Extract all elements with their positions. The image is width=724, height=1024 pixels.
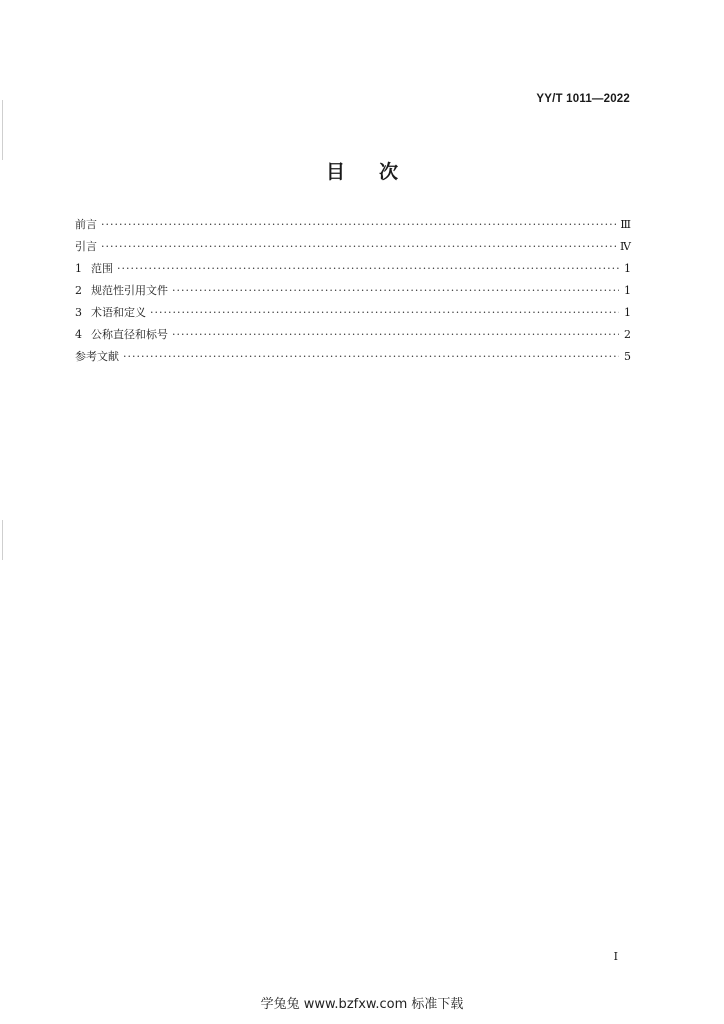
toc-entry-label: 公称直径和标号 (91, 328, 168, 341)
toc-entry-page: 1 (624, 284, 631, 297)
toc-entry-label: 术语和定义 (91, 306, 146, 319)
toc-leader-dots (123, 350, 619, 363)
toc-entry-label: 规范性引用文件 (91, 284, 168, 297)
toc-leader-dots (172, 328, 619, 341)
page-number: I (613, 950, 618, 963)
toc-entry-page: 2 (624, 328, 631, 341)
toc-entry-page: Ⅲ (620, 218, 631, 231)
toc-entry-scope[interactable] (75, 260, 631, 282)
toc-entry-normative-references[interactable] (75, 282, 631, 304)
toc-entry-page: Ⅳ (620, 240, 631, 253)
watermark-text: 学兔兔 www.bzfxw.com 标准下载 (260, 997, 464, 1012)
toc-leader-dots (172, 284, 619, 297)
toc-entry-foreword[interactable] (75, 216, 631, 238)
toc-entry-label: 前言 (75, 218, 97, 231)
toc-leader-dots (150, 306, 619, 319)
toc-entry-terms-definitions[interactable] (75, 304, 631, 326)
toc-leader-dots (101, 218, 616, 231)
table-of-contents (75, 216, 631, 370)
page-title: 目次 (325, 161, 432, 183)
toc-entry-page: 1 (624, 306, 631, 319)
toc-entry-introduction[interactable] (75, 238, 631, 260)
toc-entry-number: 3 (75, 306, 82, 319)
toc-entry-page: 1 (624, 262, 631, 275)
scan-edge-mark (2, 520, 3, 560)
toc-entry-label: 参考文献 (75, 350, 119, 363)
toc-entry-nominal-diameter[interactable] (75, 326, 631, 348)
toc-entry-label: 范围 (91, 262, 113, 275)
toc-leader-dots (117, 262, 619, 275)
toc-entry-bibliography[interactable] (75, 348, 631, 370)
toc-entry-number: 2 (75, 284, 82, 297)
toc-entry-label: 引言 (75, 240, 97, 253)
toc-entry-number: 1 (75, 262, 82, 275)
toc-entry-page: 5 (624, 350, 631, 363)
scan-edge-mark (2, 100, 3, 160)
standard-code: YY/T 1011—2022 (536, 93, 630, 105)
toc-entry-number: 4 (75, 328, 82, 341)
toc-leader-dots (101, 240, 616, 253)
